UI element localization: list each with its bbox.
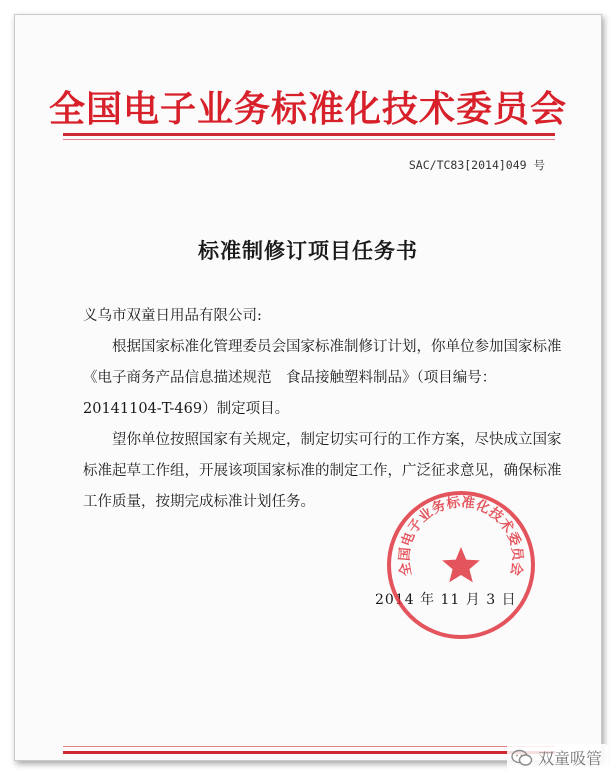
letterhead-organization: 全国电子业务标准化技术委员会 (48, 89, 567, 130)
wechat-icon (511, 749, 533, 767)
document-title: 标准制修订项目任务书 (198, 239, 418, 263)
watermark (507, 744, 608, 771)
letterhead-rule (63, 133, 555, 136)
official-seal (383, 487, 539, 643)
letterhead-rule-thin (63, 139, 555, 140)
footer-rule (63, 751, 555, 754)
seal-text: 全国电子业务标准化技术委员会 (396, 494, 526, 578)
document-date: 2014 年 11 月 3 日 (375, 592, 517, 608)
salutation: 义乌市双童日用品有限公司: (83, 308, 262, 324)
document-page (14, 14, 602, 761)
footer-rule-thin (63, 746, 555, 747)
document-body (83, 301, 573, 518)
paragraph-1: 根据国家标准化管理委员会国家标准制修订计划，你单位参加国家标准《电子商务产品信息描述规范 食品接触塑料制品》（项目编号：20141104-T-469）制定项目。 (83, 339, 562, 417)
paragraph-2: 望你单位按照国家有关规定，制定切实可行的工作方案，尽快成立国家标准起草工作组，开展该项国家标准的制定工作，广泛征求意见，确保标准工作质量，按期完成标准计划任务。 (83, 432, 562, 510)
watermark-text: 双童吸管 (537, 749, 602, 768)
document-number: SAC/TC83[2014]049 号 (408, 158, 545, 172)
seal-star-icon (442, 547, 480, 582)
